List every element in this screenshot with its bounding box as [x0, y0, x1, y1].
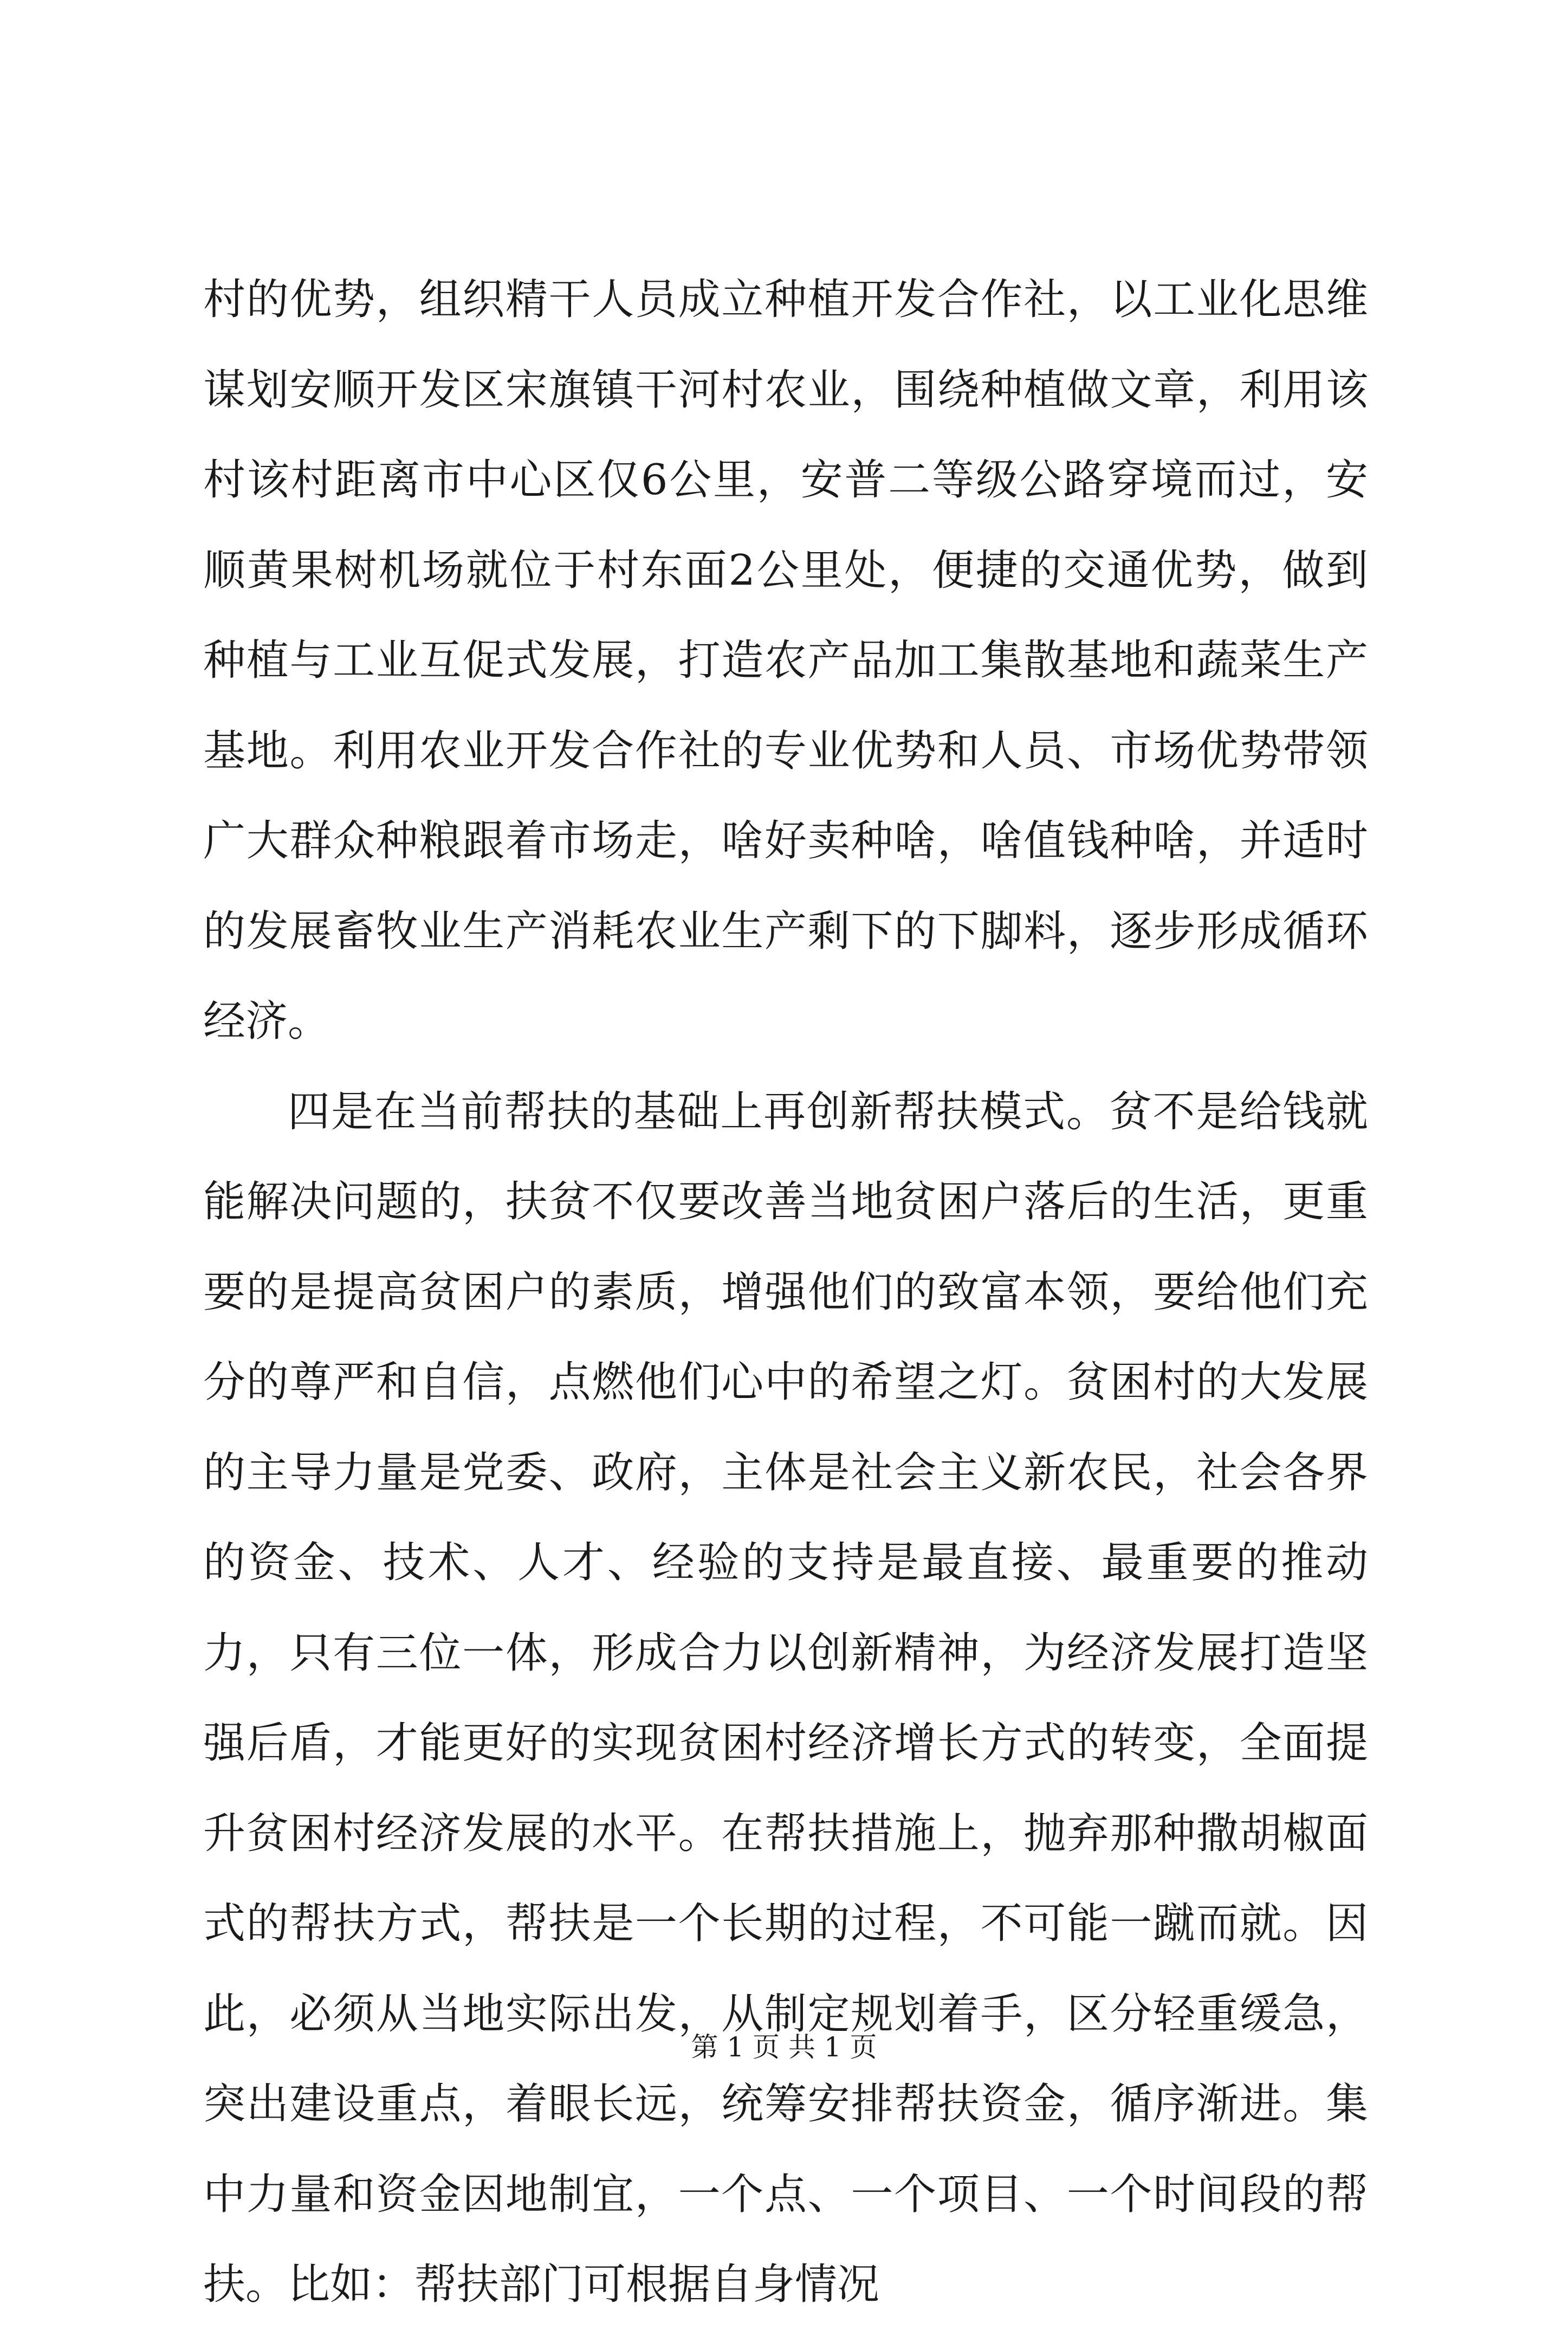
- paragraph-2: 四是在当前帮扶的基础上再创新帮扶模式。贫不是给钱就能解决问题的，扶贫不仅要改善当地贫困户落后的生活，更重要的是提高贫困户的素质，增强他们的致富本领，要给他们充分的尊严和自信，点燃他们心中的希望之灯。贫困村的大发展的主导力量是党委、政府，主体是社会主义新农民，社会各界的资金、技术、人才、经验的支持是最直接、最重要的推动力，只有三位一体，形成合力以创新精神，为经济发展打造坚强后盾，才能更好的实现贫困村经济增长方式的转变，全面提升贫困村经济发展的水平。在帮扶措施上，抛弃那种撒胡椒面式的帮扶方式，帮扶是一个长期的过程，不可能一蹴而就。因此，必须从当地实际出发，从制定规划着手，区分轻重缓急，突出建设重点，着眼长远，统筹安排帮扶资金，循序渐进。集中力量和资金因地制宜，一个点、一个项目、一个时间段的帮扶。比如：帮扶部门可根据自身情况: [203, 1087, 1368, 2309]
- paragraph-1: 村的优势，组织精干人员成立种植开发合作社，以工业化思维谋划安顺开发区宋旗镇干河村农业，围绕种植做文章，利用该村该村距离市中心区仅6公里，安普二等级公路穿境而过，安顺黄果树机场就位于村东面2公里处，便捷的交通优势，做到种植与工业互促式发展，打造农产品加工集散基地和蔬菜生产基地。利用农业开发合作社的专业优势和人员、市场优势带领广大群众种粮跟着市场走，啥好卖种啥，啥值钱种啥，并适时的发展畜牧业生产消耗农业生产剩下的下脚料，逐步形成循环经济。: [203, 275, 1368, 1046]
- page-footer: 第 1 页 共 1 页: [691, 2031, 877, 2063]
- document-body: [203, 255, 1368, 2330]
